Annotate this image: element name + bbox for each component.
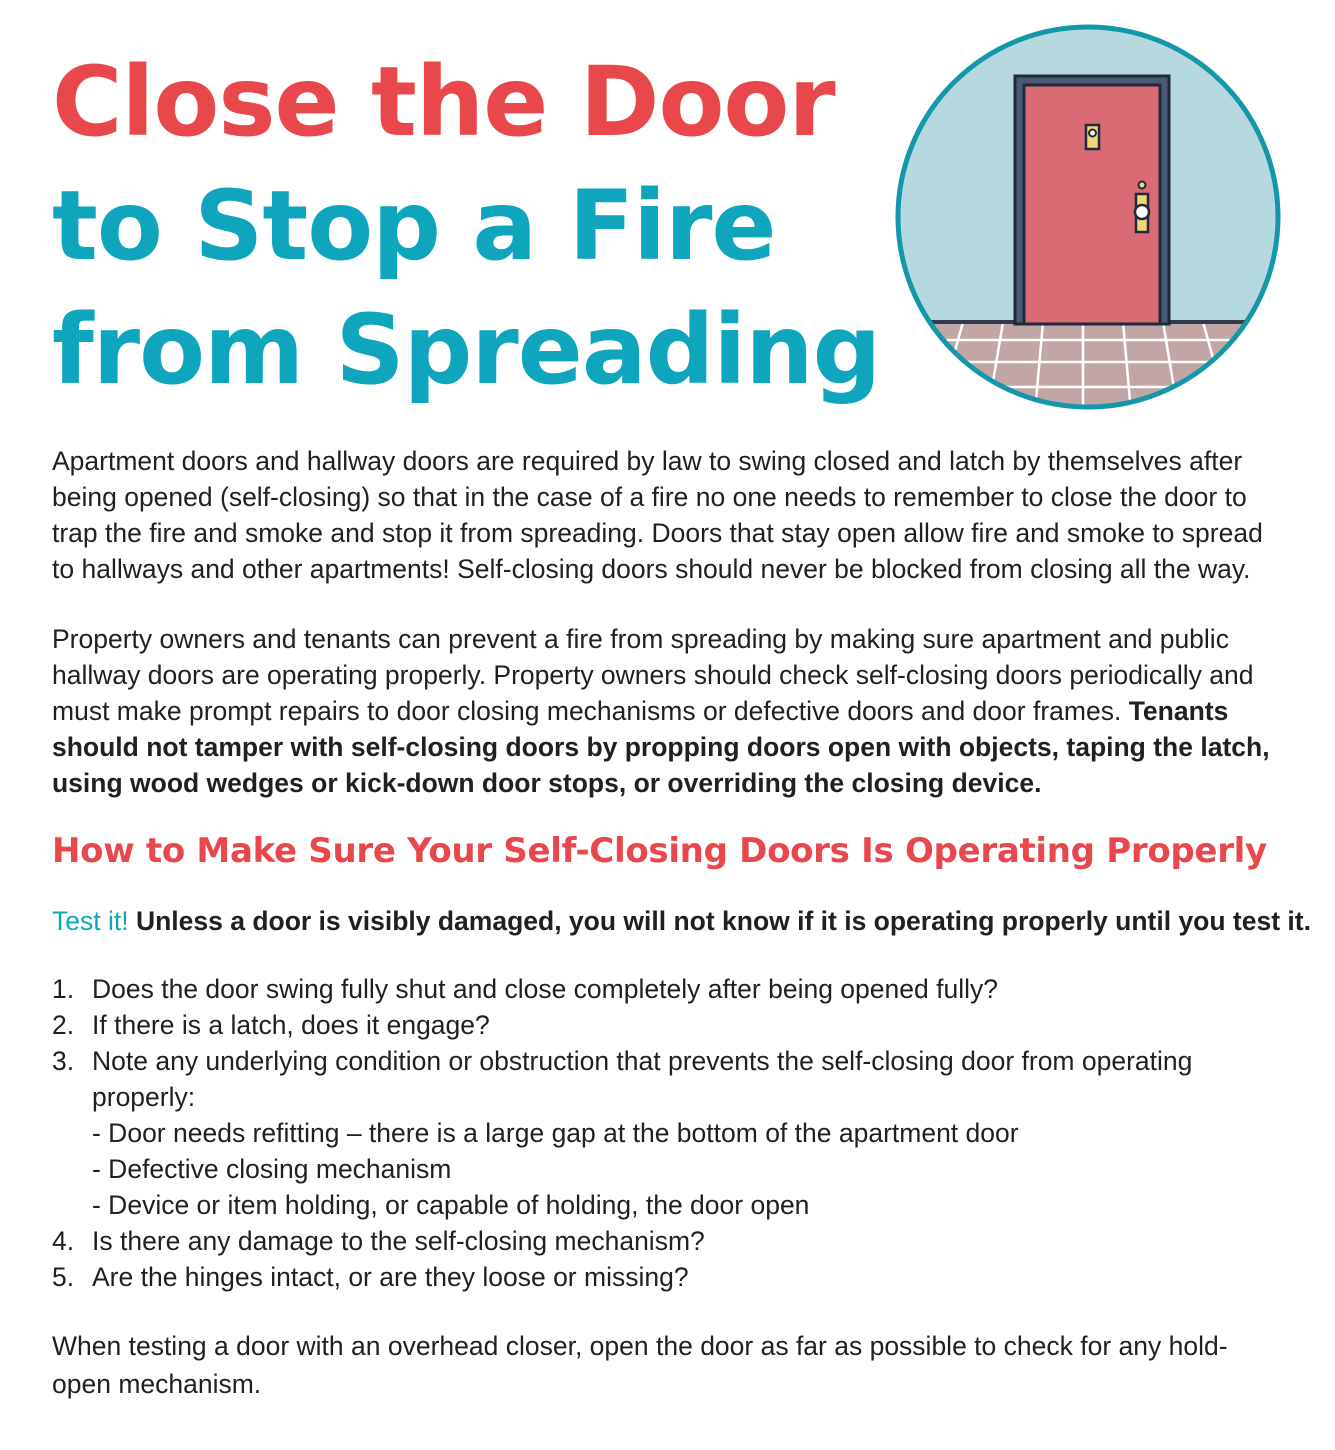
step-number: 1. bbox=[52, 974, 75, 1004]
step-text: Is there any damage to the self-closing mechanism? bbox=[92, 1226, 705, 1256]
page-title bbox=[52, 40, 881, 412]
step-text: If there is a latch, does it engage? bbox=[92, 1010, 490, 1040]
step-text: Are the hinges intact, or are they loose or missing? bbox=[92, 1262, 689, 1292]
floor-shape bbox=[893, 322, 1283, 412]
title-line-1: Close the Door bbox=[52, 46, 835, 158]
intro-paragraph-2-text: Property owners and tenants can prevent a fire from spreading by making sure apartment and public hallway doors are operating properly. Property owners should check self-closing doors periodically and must make prompt repairs to door closing mechanisms or defective doors and door frames. bbox=[52, 624, 1254, 726]
section-heading: How to Make Sure Your Self-Closing Doors Is Operating Properly bbox=[52, 831, 1267, 871]
door-knob bbox=[1135, 205, 1149, 219]
sub-item: - Defective closing mechanism bbox=[92, 1154, 452, 1184]
step-number: 3. bbox=[52, 1046, 75, 1076]
title-line-3: from Spreading bbox=[52, 294, 881, 406]
intro-paragraph-1: Apartment doors and hallway doors are required by law to swing closed and latch by themselves after being opened (self-closing) so that in the case of a fire no one needs to remember to close the door to trap the fire and smoke and stop it from spreading. Doors that stay open allow fire and smoke to spread to hallways and other apartments! Self-closing doors should never be blocked from closing all the way. bbox=[52, 446, 1263, 584]
test-it-line bbox=[52, 903, 1311, 939]
closing-paragraph: When testing a door with an overhead closer, open the door as far as possible to check for any hold-open mechanism. bbox=[52, 1331, 1228, 1399]
door-icon bbox=[893, 22, 1283, 412]
step-number: 4. bbox=[52, 1226, 75, 1256]
sub-items-list bbox=[92, 1115, 1282, 1223]
test-it-text: Unless a door is visibly damaged, you will not know if it is operating properly until you test it. bbox=[135, 906, 1311, 936]
list-item bbox=[52, 1223, 1282, 1259]
intro-paragraph-2-bold: Tenants should not tamper with self-closing doors by propping doors open with objects, taping the latch, using wood wedges or kick-down door stops, or overriding the closing device. bbox=[52, 696, 1270, 798]
intro-paragraph-2 bbox=[52, 621, 1282, 801]
step-number: 2. bbox=[52, 1010, 75, 1040]
step-number: 5. bbox=[52, 1262, 75, 1292]
test-it-label: Test it! bbox=[52, 906, 129, 936]
step-text: Note any underlying condition or obstruction that prevents the self-closing door from operating properly: bbox=[92, 1046, 1193, 1112]
sub-item: - Door needs refitting – there is a large gap at the bottom of the apartment door bbox=[92, 1118, 1019, 1148]
title-line-2: to Stop a Fire bbox=[52, 170, 776, 282]
main-content bbox=[52, 443, 1311, 1403]
sub-item: - Device or item holding, or capable of holding, the door open bbox=[92, 1190, 810, 1220]
list-item bbox=[52, 1007, 1282, 1043]
steps-list bbox=[52, 971, 1282, 1295]
list-item bbox=[52, 1259, 1282, 1295]
step-text: Does the door swing fully shut and close completely after being opened fully? bbox=[92, 974, 998, 1004]
list-item bbox=[52, 1043, 1282, 1223]
list-item bbox=[52, 971, 1282, 1007]
